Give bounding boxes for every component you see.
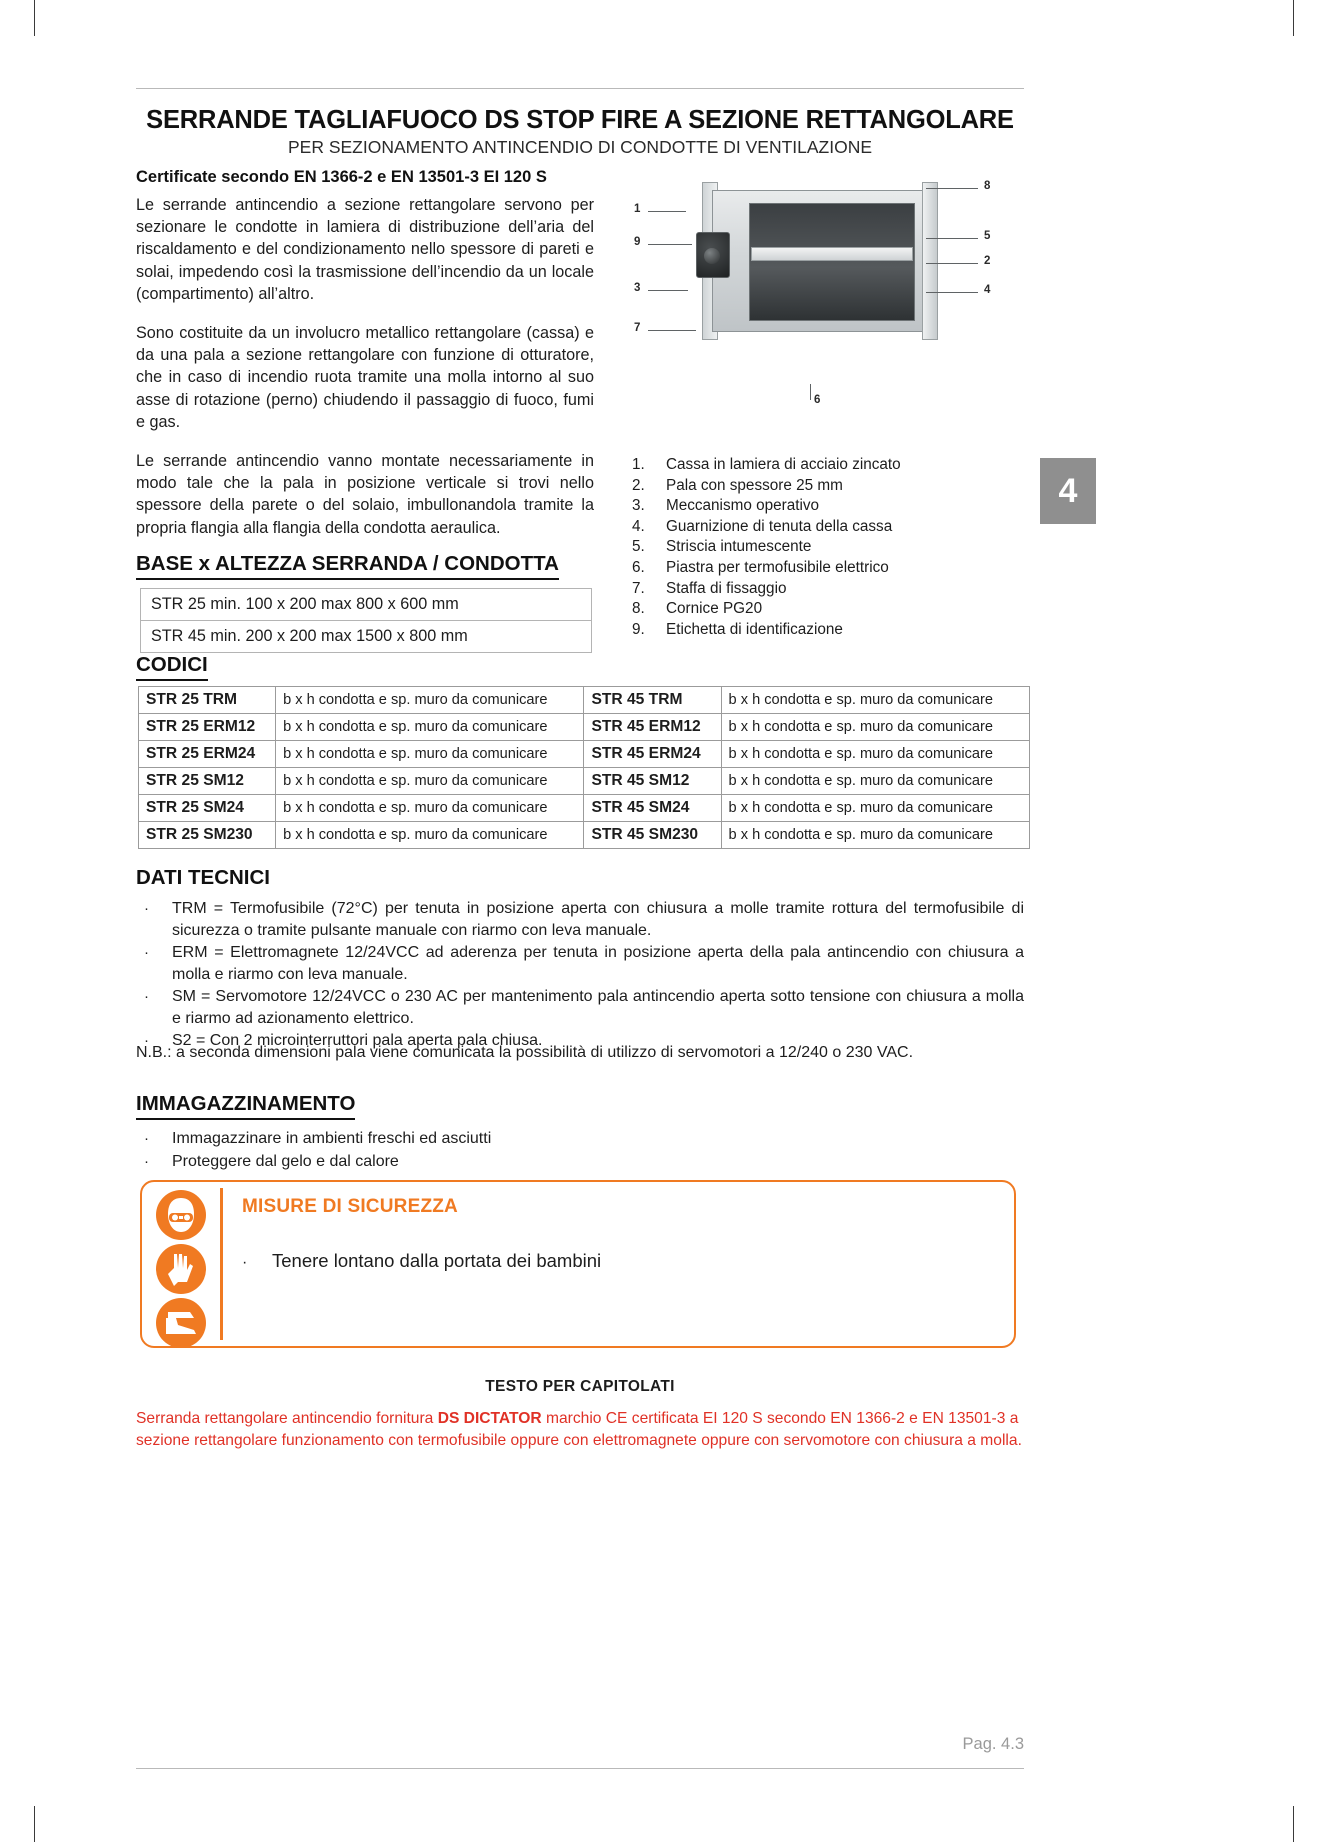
immagazzinamento-bullet-list <box>136 1128 1024 1173</box>
callout-label-4: 4 <box>984 284 991 296</box>
safety-boots-icon <box>156 1298 206 1348</box>
bullet-marker: · <box>144 900 149 917</box>
bullet-marker: · <box>242 1254 248 1271</box>
callout-leader-2 <box>926 263 978 264</box>
crop-mark-bottom-right <box>1293 1806 1294 1842</box>
callout-leader-9 <box>648 244 692 245</box>
dati-item-trm: TRM = Termofusibile (72°C) per tenuta in posizione aperta con chiusura a molle tramite rottura del termofusibile di sicurezza o tramite pulsante manuale con riarmo con leva manuale. <box>172 900 1024 939</box>
callout-leader-6 <box>810 384 811 400</box>
list-item <box>136 898 1024 941</box>
list-item <box>136 1128 1024 1150</box>
list-item <box>136 942 1024 985</box>
damper-illustration <box>690 174 950 346</box>
safety-gloves-icon <box>156 1244 206 1294</box>
crop-mark-top-left <box>34 0 35 36</box>
parts-list-item <box>632 599 1024 620</box>
code-cell: STR 45 TRM <box>584 687 721 714</box>
chapter-tab: 4 <box>1040 458 1096 524</box>
page-number: Pag. 4.3 <box>962 1735 1024 1753</box>
code-cell: STR 25 ERM24 <box>139 741 276 768</box>
intro-paragraph-3: Le serrande antincendio vanno montate necessariamente in modo tale che la pala in posizione verticale si trovi nello spessore della parete o del solaio, imbullonandola tramite la propria flangia alla flangia della condotta aeraulica. <box>136 452 594 537</box>
document-page <box>136 0 1024 1842</box>
parts-list-item <box>632 496 1024 517</box>
header-rule <box>136 88 1024 89</box>
table-row <box>139 795 1030 822</box>
callout-leader-1 <box>648 211 686 212</box>
parts-item-number: 4. <box>632 517 645 535</box>
dati-item-sm: SM = Servomotore 12/24VCC o 230 AC per mantenimento pala antincendio aperta sotto tensione con chiusura a molla e riarmo ad azionamento elettrico. <box>172 988 1024 1027</box>
list-item <box>136 986 1024 1029</box>
parts-item-number: 6. <box>632 558 645 576</box>
parts-item-label: Staffa di fissaggio <box>666 579 787 597</box>
desc-cell: b x h condotta e sp. muro da comunicare <box>721 714 1029 741</box>
code-cell: STR 45 ERM24 <box>584 741 721 768</box>
page-title: SERRANDE TAGLIAFUOCO DS STOP FIRE A SEZIONE RETTANGOLARE <box>146 106 1014 134</box>
safety-box-bullet-item <box>242 1250 601 1272</box>
capitolati-brand: DS DICTATOR <box>437 1410 542 1427</box>
dimension-row-str25: STR 25 min. 100 x 200 max 800 x 600 mm <box>141 589 592 621</box>
parts-item-number: 1. <box>632 456 645 473</box>
product-photo-figure <box>620 166 1024 430</box>
parts-item-label: Cornice PG20 <box>666 600 763 618</box>
section-heading-dati-tecnici: DATI TECNICI <box>136 866 271 889</box>
callout-leader-8 <box>926 188 978 189</box>
bullet-marker: · <box>144 1130 149 1147</box>
dati-tecnici-note: N.B.: a seconda dimensioni pala viene comunicata la possibilità di utilizzo di servomotori a 12/240 o 230 VAC. <box>136 1044 914 1061</box>
callout-label-8: 8 <box>984 180 991 192</box>
callout-leader-7 <box>648 330 696 331</box>
parts-item-number: 5. <box>632 538 645 556</box>
damper-blade <box>751 247 913 261</box>
parts-item-number: 8. <box>632 600 645 618</box>
desc-cell: b x h condotta e sp. muro da comunicare <box>721 795 1029 822</box>
mechanism-knob <box>704 248 720 264</box>
code-cell: STR 25 SM24 <box>139 795 276 822</box>
callout-leader-4 <box>926 292 978 293</box>
code-cell: STR 45 SM12 <box>584 768 721 795</box>
callout-label-1: 1 <box>634 203 641 215</box>
table-row <box>139 822 1030 849</box>
capitolati-line1-pre: Serranda rettangolare antincendio fornitura <box>136 1410 438 1427</box>
parts-list-item <box>632 476 1024 497</box>
capitolati-title: TESTO PER CAPITOLATI <box>485 1378 675 1395</box>
table-row <box>139 741 1030 768</box>
codici-table <box>138 686 1030 849</box>
table-row <box>141 589 592 621</box>
code-cell: STR 25 TRM <box>139 687 276 714</box>
section-heading-immagazzinamento: IMMAGAZZINAMENTO <box>136 1092 355 1120</box>
code-cell: STR 45 ERM12 <box>584 714 721 741</box>
intro-paragraph-2: Sono costituite da un involucro metallico rettangolare (cassa) e da una pala a sezione rettangolare con funzione di otturatore, che in caso di incendio ruota tramite una molla intorno al suo asse di rotazione (perno) chiudendo il passaggio di fuoco, fumi e gas. <box>136 324 594 431</box>
desc-cell: b x h condotta e sp. muro da comunicare <box>276 822 584 849</box>
safety-box-divider <box>220 1188 223 1340</box>
section-heading-codici: CODICI <box>136 653 208 681</box>
page-subtitle: PER SEZIONAMENTO ANTINCENDIO DI CONDOTTE DI VENTILAZIONE <box>287 137 873 157</box>
damper-interior <box>749 203 915 321</box>
capitolati-line1-post: marchio CE certificata EI 120 S secondo EN 1366-2 e EN 13501-3 a <box>541 1410 1019 1427</box>
bullet-marker: · <box>144 1032 149 1049</box>
capitolati-line2: sezione rettangolare funzionamento con termofusibile oppure con elettromagnete oppure con servomotore con chiusura a molla. <box>136 1431 1022 1449</box>
callout-label-3: 3 <box>634 282 641 294</box>
bullet-marker: · <box>144 1152 149 1170</box>
callout-label-9: 9 <box>634 236 641 248</box>
parts-item-label: Piastra per termofusibile elettrico <box>666 558 889 576</box>
code-cell: STR 25 ERM12 <box>139 714 276 741</box>
parts-list-item <box>632 579 1024 600</box>
dimension-table <box>140 588 592 653</box>
dati-item-erm: ERM = Elettromagnete 12/24VCC ad aderenza per tenuta in posizione aperta della pala antincendio con chiusura a molla e riarmo con leva manuale. <box>172 944 1024 983</box>
parts-list-item <box>632 558 1024 579</box>
safety-box-bullet-text: Tenere lontano dalla portata dei bambini <box>272 1250 602 1271</box>
parts-list-item <box>632 537 1024 558</box>
callout-label-5: 5 <box>984 230 991 242</box>
code-cell: STR 25 SM12 <box>139 768 276 795</box>
immagazzinamento-item-1: Immagazzinare in ambienti freschi ed asciutti <box>172 1130 492 1147</box>
table-row <box>139 768 1030 795</box>
parts-item-number: 9. <box>632 620 645 638</box>
bullet-marker: · <box>144 944 149 961</box>
parts-item-label: Striscia intumescente <box>666 538 812 556</box>
code-cell: STR 45 SM24 <box>584 795 721 822</box>
desc-cell: b x h condotta e sp. muro da comunicare <box>721 822 1029 849</box>
parts-item-label: Guarnizione di tenuta della cassa <box>666 517 893 535</box>
damper-casing <box>712 190 928 332</box>
certification-line: Certificate secondo EN 1366-2 e EN 13501-3 EI 120 S <box>136 168 547 186</box>
callout-label-6: 6 <box>814 394 821 406</box>
crop-mark-bottom-left <box>34 1806 35 1842</box>
immagazzinamento-item-2: Proteggere dal gelo e dal calore <box>172 1152 399 1170</box>
list-item <box>136 1151 1024 1173</box>
table-row <box>139 687 1030 714</box>
callout-leader-5 <box>926 238 978 239</box>
table-row <box>141 621 592 653</box>
callout-leader-3 <box>648 290 688 291</box>
flange-right <box>922 182 938 340</box>
intro-paragraph-1: Le serrande antincendio a sezione rettangolare servono per sezionare le condotte in lamiera di distribuzione dell’aria del riscaldamento e del condizionamento nello spessore di pareti e solai, impedendo così la trasmissione dell’incendio da un locale (compartimento) all’altro. <box>136 196 594 303</box>
parts-item-label: Meccanismo operativo <box>666 497 820 515</box>
table-row <box>139 714 1030 741</box>
desc-cell: b x h condotta e sp. muro da comunicare <box>276 768 584 795</box>
footer-rule <box>136 1768 1024 1769</box>
bullet-marker: · <box>144 988 149 1005</box>
safety-measures-box <box>140 1180 1016 1348</box>
safety-box-title: MISURE DI SICUREZZA <box>242 1196 458 1217</box>
parts-legend-list <box>632 455 1024 640</box>
parts-item-label: Pala con spessore 25 mm <box>666 476 843 494</box>
safety-goggles-icon <box>156 1190 206 1240</box>
section-heading-base-altezza: BASE x ALTEZZA SERRANDA / CONDOTTA <box>136 552 559 580</box>
desc-cell: b x h condotta e sp. muro da comunicare <box>276 687 584 714</box>
callout-label-2: 2 <box>984 255 991 267</box>
parts-item-number: 3. <box>632 497 645 515</box>
parts-item-label: Cassa in lamiera di acciaio zincato <box>666 456 901 473</box>
desc-cell: b x h condotta e sp. muro da comunicare <box>276 714 584 741</box>
dati-item-s2: S2 = Con 2 microinterruttori pala aperta pala chiusa. <box>172 1032 543 1049</box>
parts-list-item <box>632 455 1024 476</box>
parts-item-number: 7. <box>632 579 645 597</box>
desc-cell: b x h condotta e sp. muro da comunicare <box>721 687 1029 714</box>
desc-cell: b x h condotta e sp. muro da comunicare <box>276 741 584 768</box>
crop-mark-top-right <box>1293 0 1294 36</box>
parts-list-item <box>632 620 1024 641</box>
dimension-row-str45: STR 45 min. 200 x 200 max 1500 x 800 mm <box>151 627 468 645</box>
capitolati-text <box>136 1408 1024 1451</box>
desc-cell: b x h condotta e sp. muro da comunicare <box>721 741 1029 768</box>
desc-cell: b x h condotta e sp. muro da comunicare <box>721 768 1029 795</box>
code-cell: STR 25 SM230 <box>139 822 276 849</box>
parts-item-number: 2. <box>632 476 645 494</box>
desc-cell: b x h condotta e sp. muro da comunicare <box>276 795 584 822</box>
dati-tecnici-bullet-list <box>136 898 1024 1053</box>
callout-label-7: 7 <box>634 322 641 334</box>
code-cell: STR 45 SM230 <box>584 822 721 849</box>
parts-list-item <box>632 517 1024 538</box>
parts-item-label: Etichetta di identificazione <box>666 620 843 638</box>
